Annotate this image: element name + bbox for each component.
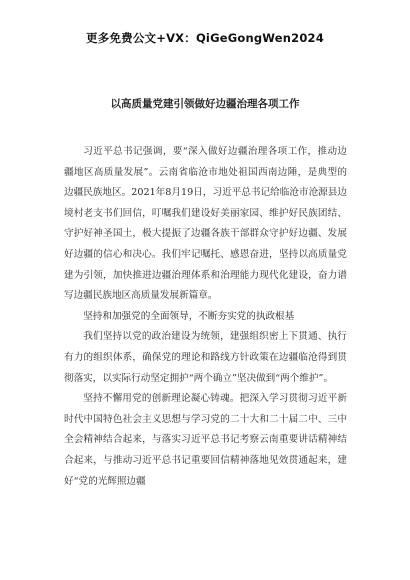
- paragraph-leadership: 我们坚持以党的政治建设为统领，建强组织密上下贯通、执行有力的组织体系，确保党的理论和路线方针政策在边疆临沧得到贯彻落实，以实际行动坚定拥护“两个确立”坚决做到“两个维护”。: [64, 331, 347, 384]
- document-title: 以高质量党建引领做好边疆治理各项工作: [110, 98, 300, 110]
- paragraph-theory: 坚持不懈用党的创新理论凝心铸魂。把深入学习贯彻习近平新时代中国特色社会主义思想与学习党的二十大和二十届二中、三中全会精神结合起来，与落实习近平总书记考察云南重要讲话精神结合起来，与推动习近平总书记重要回信精神落地见效贯通起来，建好“党的光辉照边疆: [64, 393, 347, 487]
- document-body: [64, 142, 347, 492]
- section-heading: 坚持和加强党的全面领导，不断夯实党的执政根基: [83, 310, 295, 322]
- paragraph-intro: 习近平总书记强调，要“深入做好边疆治理各项工作，推动边疆地区高质量发展”。云南省临沧市地处祖国西南边陲，是典型的边疆民族地区。2021年8月19日，习近平总书记给临沧市沧源县边境村老支书们回信，叮嘱我们建设好美丽家园、维护好民族团结、守护好神圣国土，极大提振了边疆各族干部群众守护好边疆、发展好边疆的信心和决心。我们牢记嘱托、感恩奋进，坚持以高质量党建为引领，加快推进边疆治理体系和治理能力现代化建设，奋力谱写边疆民族地区高质量发展新篇章。: [64, 146, 347, 302]
- promo-header: 更多免费公文+VX：QiGeGongWen2024: [86, 31, 324, 45]
